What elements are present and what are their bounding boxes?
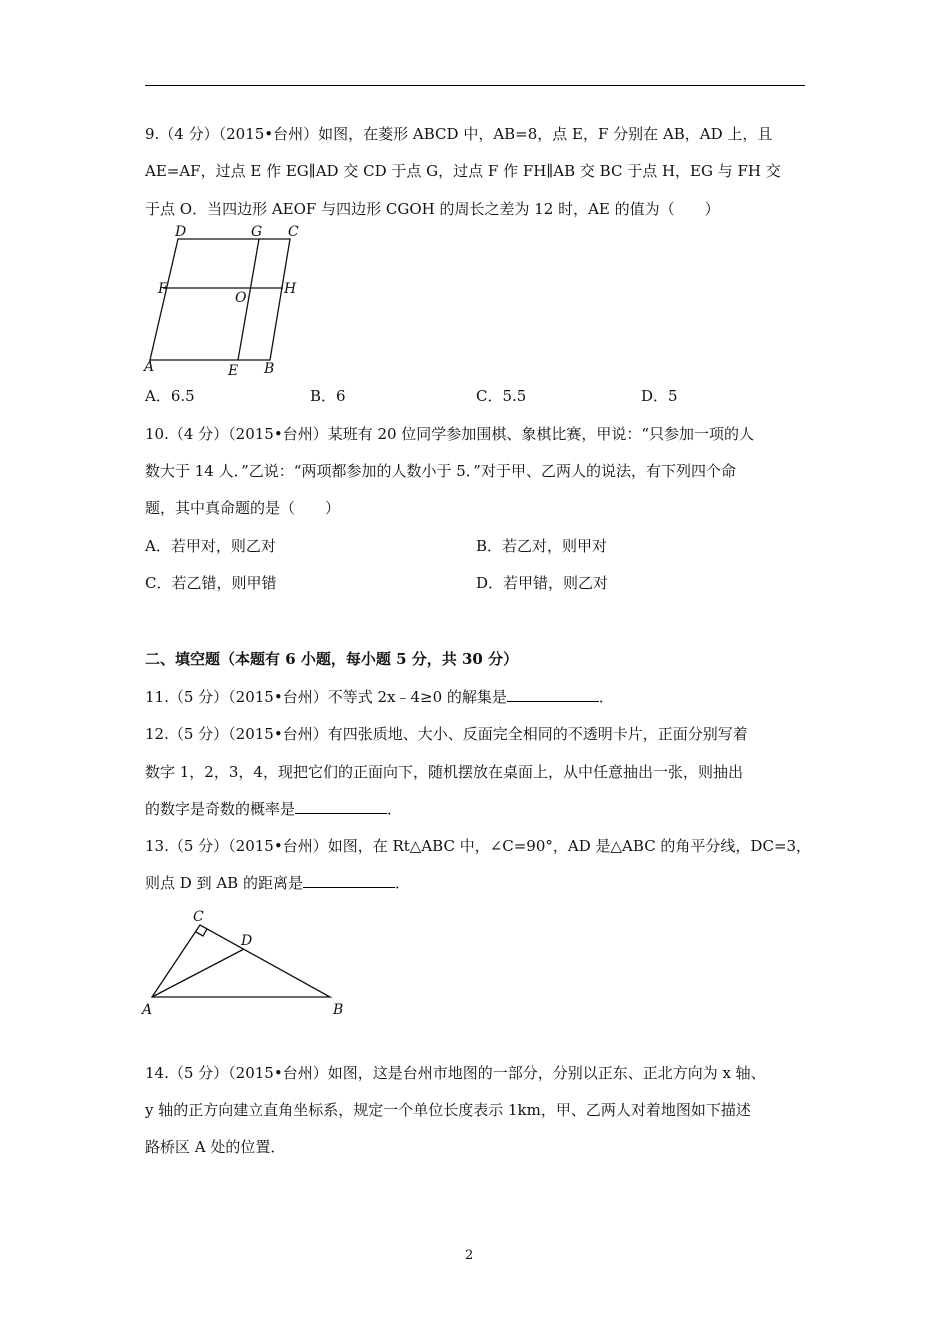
label-h: H: [284, 281, 297, 297]
q10-text-line3: 题，其中真命题的是（ ）: [145, 499, 341, 517]
q13-text-line2: [145, 873, 410, 893]
q9-option-c: C．5.5: [476, 387, 527, 405]
q12-stem: 的数字是奇数的概率是: [145, 800, 296, 818]
label-d: D: [175, 224, 187, 240]
q13-end: ．: [394, 874, 410, 892]
q11-end: ．: [598, 688, 614, 706]
header-rule: [145, 85, 805, 86]
q14-text-line2: y 轴的正方向建立直角坐标系，规定一个单位长度表示 1km，甲、乙两人对着地图如下描述: [145, 1101, 751, 1119]
label-d: D: [241, 933, 253, 949]
q9-option-a: A．6.5: [145, 387, 195, 405]
q14-text-line1: 14.（5 分）（2015•台州）如图，这是台州市地图的一部分，分别以正东、正北方向为 x 轴、: [145, 1064, 766, 1082]
label-f: F: [158, 281, 168, 297]
q10-text-line1: 10.（4 分）（2015•台州）某班有 20 位同学参加围棋、象棋比赛，甲说：“只参加一项的人: [145, 425, 754, 443]
right-angle-mark: [196, 929, 207, 936]
label-c: C: [288, 224, 299, 240]
q13-answer-blank: [303, 873, 395, 888]
q12-text-line1: 12.（5 分）（2015•台州）有四张质地、大小、反面完全相同的不透明卡片，正面分别写着: [145, 725, 748, 743]
q10-option-a: A．若甲对，则乙对: [145, 537, 276, 555]
rhombus-abcd: [150, 239, 290, 360]
q14-text-line3: 路桥区 A 处的位置．: [145, 1138, 286, 1156]
label-c: C: [193, 909, 204, 925]
segment-ad: [152, 949, 244, 997]
q11-answer-blank: [507, 687, 599, 702]
q9-option-b: B．6: [310, 387, 346, 405]
q12-end: ．: [387, 800, 403, 818]
label-b: B: [333, 1002, 344, 1017]
section-2-title: 二、填空题（本题有 6 小题，每小题 5 分，共 30 分）: [145, 650, 519, 668]
label-o: O: [235, 290, 247, 306]
rhombus-figure: [140, 222, 340, 380]
q11-stem: 11.（5 分）（2015•台州）不等式 2x﹣4≥0 的解集是: [145, 688, 507, 706]
q11-text: [145, 687, 614, 707]
label-b: B: [264, 361, 275, 377]
label-a: A: [144, 359, 155, 375]
triangle-figure: [140, 905, 350, 1017]
q10-text-line2: 数大于 14 人．”乙说：“两项都参加的人数小于 5．”对于甲、乙两人的说法，有下列四个命: [145, 462, 736, 480]
label-e: E: [228, 363, 239, 379]
q10-option-c: C．若乙错，则甲错: [145, 574, 277, 592]
label-g: G: [251, 224, 263, 240]
q13-stem: 则点 D 到 AB 的距离是: [145, 874, 303, 892]
q12-text-line3: [145, 799, 402, 819]
q10-option-b: B．若乙对，则甲对: [476, 537, 608, 555]
q12-text-line2: 数字 1，2，3，4，现把它们的正面向下，随机摆放在桌面上，从中任意抽出一张，则抽出: [145, 763, 743, 781]
q13-text-line1: 13.（5 分）（2015•台州）如图，在 Rt△ABC 中，∠C=90°，AD 是△ABC 的角平分线，DC=3，: [145, 837, 812, 855]
q9-text-line3: 于点 O．当四边形 AEOF 与四边形 CGOH 的周长之差为 12 时，AE 的值为（ ）: [145, 200, 720, 218]
page-number: 2: [465, 1248, 474, 1263]
label-a: A: [142, 1002, 153, 1017]
q9-option-d: D．5: [641, 387, 678, 405]
q10-option-d: D．若甲错，则乙对: [476, 574, 609, 592]
q12-answer-blank: [295, 799, 387, 814]
q9-text-line2: AE=AF，过点 E 作 EG∥AD 交 CD 于点 G，过点 F 作 FH∥AB 交 BC 于点 H，EG 与 FH 交: [145, 162, 781, 180]
q9-text-line1: 9.（4 分）（2015•台州）如图，在菱形 ABCD 中，AB=8，点 E，F 分别在 AB，AD 上，且: [145, 125, 773, 143]
